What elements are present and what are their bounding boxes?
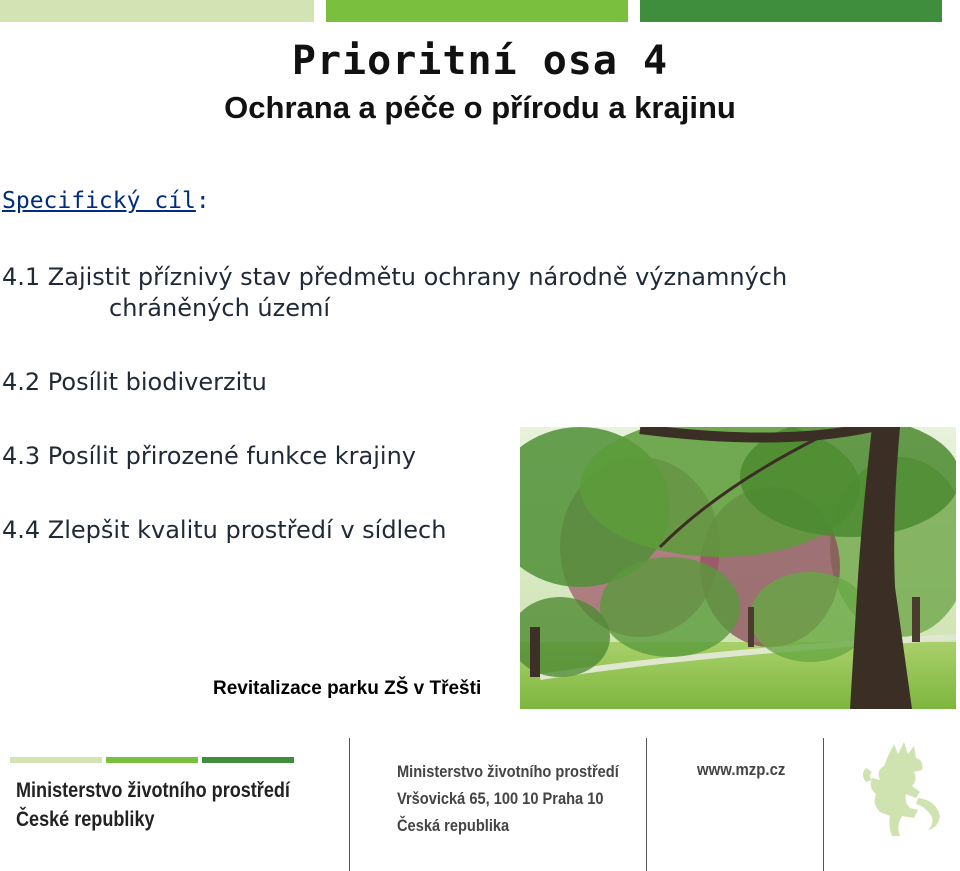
ministry-name-line2: České republiky bbox=[16, 808, 155, 831]
goal-line: 4.1 Zajistit příznivý stav předmětu ochrany národně významných bbox=[2, 263, 788, 291]
footer-bar-light bbox=[10, 757, 102, 763]
goal-line: 4.2 Posílit biodiverzitu bbox=[2, 368, 267, 396]
header-bar-dark bbox=[640, 0, 942, 22]
header-bar-mid bbox=[326, 0, 628, 22]
goal-line: 4.3 Posílit přirozené funkce krajiny bbox=[2, 442, 416, 470]
goal-line-continued: chráněných území bbox=[109, 294, 331, 322]
ministry-address bbox=[397, 758, 619, 839]
specific-goal-colon: : bbox=[195, 188, 210, 214]
footer bbox=[0, 732, 960, 871]
park-photo bbox=[520, 427, 956, 709]
page-title: Prioritní osa 4 bbox=[291, 38, 669, 84]
ministry-name-line1: Ministerstvo životního prostředí bbox=[16, 779, 290, 802]
specific-goal-label bbox=[2, 188, 210, 214]
footer-divider bbox=[349, 738, 350, 871]
goal-item bbox=[2, 516, 446, 544]
goal-item bbox=[2, 368, 267, 396]
footer-divider bbox=[823, 738, 824, 871]
page-subtitle: Ochrana a péče o přírodu a krajinu bbox=[224, 90, 736, 125]
footer-bar-mid bbox=[106, 757, 198, 763]
goal-line: 4.4 Zlepšit kvalitu prostředí v sídlech bbox=[2, 516, 447, 544]
website-link[interactable]: www.mzp.cz bbox=[697, 760, 786, 779]
lion-emblem-icon bbox=[858, 738, 946, 838]
goal-item bbox=[2, 442, 416, 470]
address-line2: Vršovická 65, 100 10 Praha 10 bbox=[397, 789, 604, 808]
goal-item bbox=[2, 262, 787, 324]
header-bar-light bbox=[0, 0, 314, 22]
ministry-name bbox=[16, 776, 290, 834]
address-line3: Česká republika bbox=[397, 816, 510, 835]
footer-bar-dark bbox=[202, 757, 294, 763]
address-line1: Ministerstvo životního prostředí bbox=[397, 762, 619, 781]
photo-caption: Revitalizace parku ZŠ v Třešti bbox=[213, 678, 482, 699]
specific-goal-label-text: Specifický cíl bbox=[2, 188, 196, 214]
footer-divider bbox=[646, 738, 647, 871]
